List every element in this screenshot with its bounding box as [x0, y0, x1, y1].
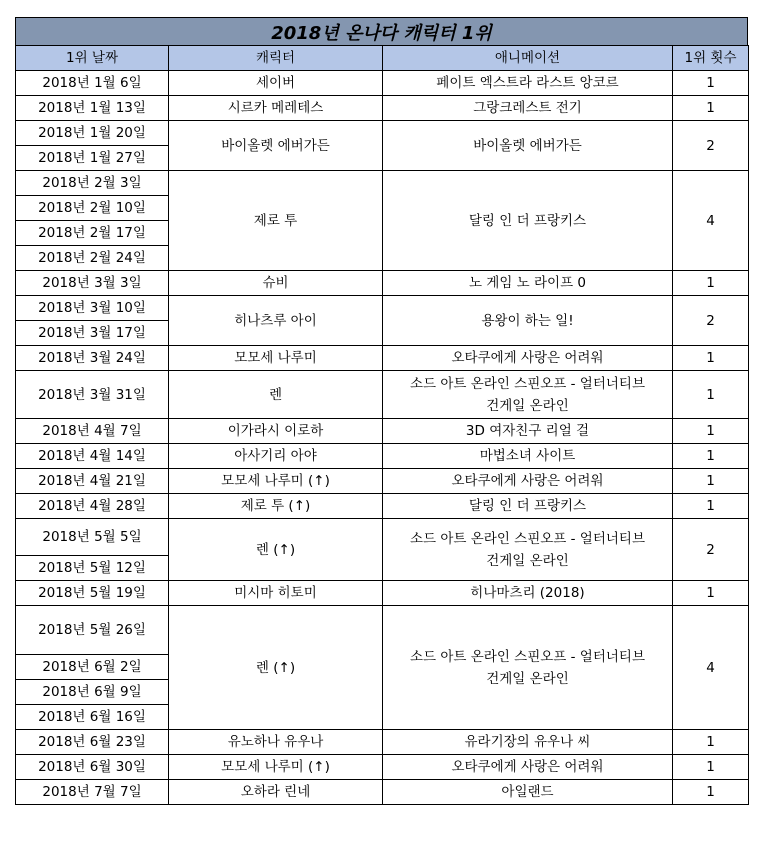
date-cell: 2018년 2월 24일 — [16, 246, 169, 271]
date-cell: 2018년 1월 6일 — [16, 71, 169, 96]
count-cell: 1 — [673, 730, 749, 755]
character-cell: 미시마 히토미 — [169, 581, 383, 606]
character-cell: 모모세 나루미 (↑) — [169, 469, 383, 494]
character-cell: 렌 (↑) — [169, 606, 383, 730]
header-row — [16, 46, 749, 71]
date-cell: 2018년 5월 19일 — [16, 581, 169, 606]
anime-cell: 용왕이 하는 일! — [383, 296, 673, 346]
date-cell: 2018년 6월 9일 — [16, 680, 169, 705]
date-cell: 2018년 1월 27일 — [16, 146, 169, 171]
header-date: 1위 날짜 — [16, 46, 169, 71]
date-cell: 2018년 6월 2일 — [16, 655, 169, 680]
date-cell: 2018년 2월 17일 — [16, 221, 169, 246]
date-cell: 2018년 4월 28일 — [16, 494, 169, 519]
date-cell: 2018년 5월 26일 — [16, 606, 169, 655]
character-cell: 시르카 메레테스 — [169, 96, 383, 121]
table-row — [16, 606, 749, 655]
count-cell: 1 — [673, 444, 749, 469]
count-cell: 2 — [673, 519, 749, 581]
table-row — [16, 581, 749, 606]
table-row — [16, 755, 749, 780]
count-cell: 1 — [673, 371, 749, 419]
count-cell: 1 — [673, 419, 749, 444]
ranking-sheet — [15, 17, 748, 805]
count-cell: 1 — [673, 271, 749, 296]
count-cell: 1 — [673, 581, 749, 606]
date-cell: 2018년 1월 20일 — [16, 121, 169, 146]
count-cell: 1 — [673, 71, 749, 96]
date-cell: 2018년 3월 17일 — [16, 321, 169, 346]
anime-cell: 3D 여자친구 리얼 걸 — [383, 419, 673, 444]
ranking-table — [15, 45, 749, 805]
table-row — [16, 419, 749, 444]
count-cell: 1 — [673, 780, 749, 805]
date-cell: 2018년 1월 13일 — [16, 96, 169, 121]
anime-cell: 오타쿠에게 사랑은 어려워 — [383, 346, 673, 371]
table-row — [16, 494, 749, 519]
character-cell: 세이버 — [169, 71, 383, 96]
character-cell: 모모세 나루미 (↑) — [169, 755, 383, 780]
date-cell: 2018년 3월 24일 — [16, 346, 169, 371]
header-character: 캐릭터 — [169, 46, 383, 71]
anime-cell: 아일랜드 — [383, 780, 673, 805]
table-row — [16, 469, 749, 494]
table-row — [16, 346, 749, 371]
count-cell: 2 — [673, 121, 749, 171]
table-row — [16, 444, 749, 469]
character-cell: 슈비 — [169, 271, 383, 296]
anime-cell: 페이트 엑스트라 라스트 앙코르 — [383, 71, 673, 96]
date-cell: 2018년 6월 16일 — [16, 705, 169, 730]
character-cell: 유노하나 유우나 — [169, 730, 383, 755]
table-row — [16, 271, 749, 296]
header-anime: 애니메이션 — [383, 46, 673, 71]
anime-cell: 유라기장의 유우나 씨 — [383, 730, 673, 755]
count-cell: 4 — [673, 171, 749, 271]
date-cell: 2018년 5월 5일 — [16, 519, 169, 556]
table-row — [16, 96, 749, 121]
count-cell: 1 — [673, 346, 749, 371]
character-cell: 바이올렛 에버가든 — [169, 121, 383, 171]
character-cell: 제로 투 (↑) — [169, 494, 383, 519]
anime-cell: 그랑크레스트 전기 — [383, 96, 673, 121]
character-cell: 모모세 나루미 — [169, 346, 383, 371]
anime-cell: 소드 아트 온라인 스핀오프 - 얼터너티브 건게일 온라인 — [383, 371, 673, 419]
anime-cell: 소드 아트 온라인 스핀오프 - 얼터너티브 건게일 온라인 — [383, 519, 673, 581]
table-row — [16, 296, 749, 321]
count-cell: 4 — [673, 606, 749, 730]
anime-cell: 히나마츠리 (2018) — [383, 581, 673, 606]
date-cell: 2018년 3월 10일 — [16, 296, 169, 321]
date-cell: 2018년 7월 7일 — [16, 780, 169, 805]
table-row — [16, 371, 749, 419]
character-cell: 이가라시 이로하 — [169, 419, 383, 444]
anime-cell: 달링 인 더 프랑키스 — [383, 171, 673, 271]
table-row — [16, 71, 749, 96]
date-cell: 2018년 4월 14일 — [16, 444, 169, 469]
date-cell: 2018년 2월 10일 — [16, 196, 169, 221]
header-count: 1위 횟수 — [673, 46, 749, 71]
table-row — [16, 121, 749, 146]
count-cell: 2 — [673, 296, 749, 346]
anime-cell: 오타쿠에게 사랑은 어려워 — [383, 755, 673, 780]
character-cell: 렌 — [169, 371, 383, 419]
table-row — [16, 780, 749, 805]
date-cell: 2018년 6월 23일 — [16, 730, 169, 755]
date-cell: 2018년 6월 30일 — [16, 755, 169, 780]
anime-cell: 달링 인 더 프랑키스 — [383, 494, 673, 519]
date-cell: 2018년 3월 3일 — [16, 271, 169, 296]
character-cell: 아사기리 아야 — [169, 444, 383, 469]
table-row — [16, 730, 749, 755]
anime-cell: 바이올렛 에버가든 — [383, 121, 673, 171]
date-cell: 2018년 4월 7일 — [16, 419, 169, 444]
anime-cell: 노 게임 노 라이프 0 — [383, 271, 673, 296]
date-cell: 2018년 3월 31일 — [16, 371, 169, 419]
table-row — [16, 519, 749, 556]
anime-cell: 소드 아트 온라인 스핀오프 - 얼터너티브 건게일 온라인 — [383, 606, 673, 730]
character-cell: 제로 투 — [169, 171, 383, 271]
table-body — [16, 71, 749, 805]
sheet-title: 2018년 온나다 캐릭터 1위 — [15, 17, 748, 45]
date-cell: 2018년 2월 3일 — [16, 171, 169, 196]
character-cell: 렌 (↑) — [169, 519, 383, 581]
anime-cell: 오타쿠에게 사랑은 어려워 — [383, 469, 673, 494]
anime-cell: 마법소녀 사이트 — [383, 444, 673, 469]
table-row — [16, 171, 749, 196]
count-cell: 1 — [673, 96, 749, 121]
character-cell: 히나츠루 아이 — [169, 296, 383, 346]
count-cell: 1 — [673, 469, 749, 494]
date-cell: 2018년 4월 21일 — [16, 469, 169, 494]
count-cell: 1 — [673, 494, 749, 519]
count-cell: 1 — [673, 755, 749, 780]
character-cell: 오하라 린네 — [169, 780, 383, 805]
date-cell: 2018년 5월 12일 — [16, 556, 169, 581]
